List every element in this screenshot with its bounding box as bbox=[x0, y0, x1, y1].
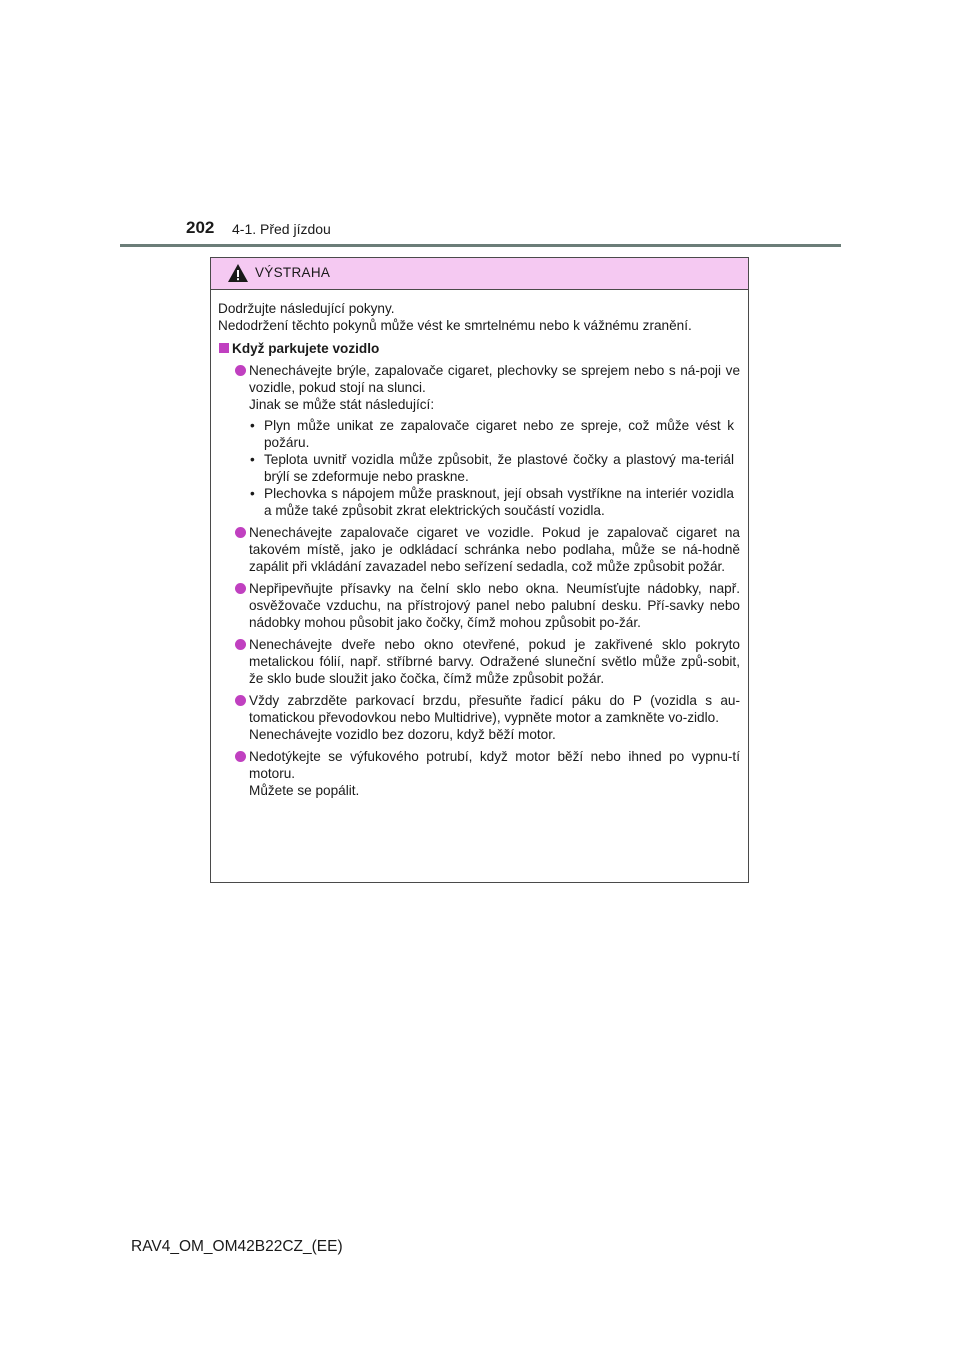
warning-header bbox=[211, 258, 748, 290]
document-code: RAV4_OM_OM42B22CZ_(EE) bbox=[131, 1238, 343, 1255]
list-item bbox=[218, 636, 740, 687]
page-number: 202 bbox=[186, 218, 215, 237]
sublist bbox=[249, 417, 740, 519]
subhead-text: Když parkujete vozidlo bbox=[232, 341, 380, 356]
sub-item bbox=[249, 417, 740, 451]
sub-item bbox=[249, 485, 740, 519]
item-text: Nenechávejte zapalovače cigaret ve vozidle. Pokud je zapalovač cigaret na takovém místě, jako je odkládací schránka nebo podlaha, může se ná-hodně zapálit při vkládání zavazadel nebo seřízení sedadla, což může způsobit požár. bbox=[249, 525, 740, 574]
item-note: Můžete se popálit. bbox=[249, 783, 360, 798]
item-text: Nenechávejte dveře nebo okno otevřené, pokud je zakřivené sklo pokryto metalickou fólií, např. stříbrné barvy. Odražené sluneční světlo může způ-sobit, že sklo bude sloužit jako čočka, čímž může způsobit požár. bbox=[249, 637, 740, 686]
circle-bullet-icon bbox=[235, 527, 246, 538]
header-rule bbox=[120, 244, 841, 247]
list-item bbox=[218, 580, 740, 631]
section-title: 4-1. Před jízdou bbox=[232, 221, 331, 237]
circle-bullet-icon bbox=[235, 583, 246, 594]
warning-body bbox=[211, 290, 748, 799]
sub-item-text: Plechovka s nápojem může prasknout, její obsah vystříkne na interiér vozidla a může také způsobit zkrat elektrických součástí vozidla. bbox=[264, 486, 734, 518]
item-text: Nedotýkejte se výfukového potrubí, když motor běží nebo ihned po vypnu-tí motoru. bbox=[249, 749, 740, 781]
list-item bbox=[218, 524, 740, 575]
sub-item bbox=[249, 451, 740, 485]
circle-bullet-icon bbox=[235, 639, 246, 650]
warning-triangle-icon bbox=[227, 263, 249, 283]
sub-item-text: Plyn může unikat ze zapalovače cigaret nebo ze spreje, což může vést k požáru. bbox=[264, 418, 734, 450]
list-item bbox=[218, 362, 740, 519]
circle-bullet-icon bbox=[235, 695, 246, 706]
sub-marker: • bbox=[250, 418, 255, 433]
warning-box bbox=[210, 257, 749, 883]
list-item bbox=[218, 748, 740, 799]
circle-bullet-icon bbox=[235, 365, 246, 376]
intro-line: Dodržujte následující pokyny. bbox=[218, 301, 395, 316]
item-note: Jinak se může stát následující: bbox=[249, 397, 435, 412]
subhead bbox=[218, 340, 740, 357]
intro-line: Nedodržení těchto pokynů může vést ke smrtelnému nebo k vážnému zranění. bbox=[218, 318, 692, 333]
item-text: Vždy zabrzděte parkovací brzdu, přesuňte řadicí páku do P (vozidla s au-tomatickou převodovkou nebo Multidrive), vypněte motor a zamkněte vo-zidlo. bbox=[249, 693, 740, 725]
square-bullet-icon bbox=[219, 343, 229, 353]
circle-bullet-icon bbox=[235, 751, 246, 762]
item-note: Nenechávejte vozidlo bez dozoru, když běží motor. bbox=[249, 727, 556, 742]
item-text: Nenechávejte brýle, zapalovače cigaret, plechovky se sprejem nebo s ná-poji ve vozidle, pokud stojí na slunci. bbox=[249, 363, 740, 395]
sub-marker: • bbox=[250, 452, 255, 467]
list-item bbox=[218, 692, 740, 743]
item-text: Nepřipevňujte přísavky na čelní sklo nebo okna. Neumísťujte nádobky, např. osvěžovače vzduchu, na přístrojový panel nebo palubní desku. Pří-savky nebo nádobky mohou působit jako čočky, čímž mohou způsobit po-žár. bbox=[249, 581, 740, 630]
sub-marker: • bbox=[250, 486, 255, 501]
sub-item-text: Teplota uvnitř vozidla může způsobit, že plastové čočky a plastový ma-teriál brýlí se zdeformuje nebo praskne. bbox=[264, 452, 734, 484]
warning-title: VÝSTRAHA bbox=[255, 265, 331, 280]
